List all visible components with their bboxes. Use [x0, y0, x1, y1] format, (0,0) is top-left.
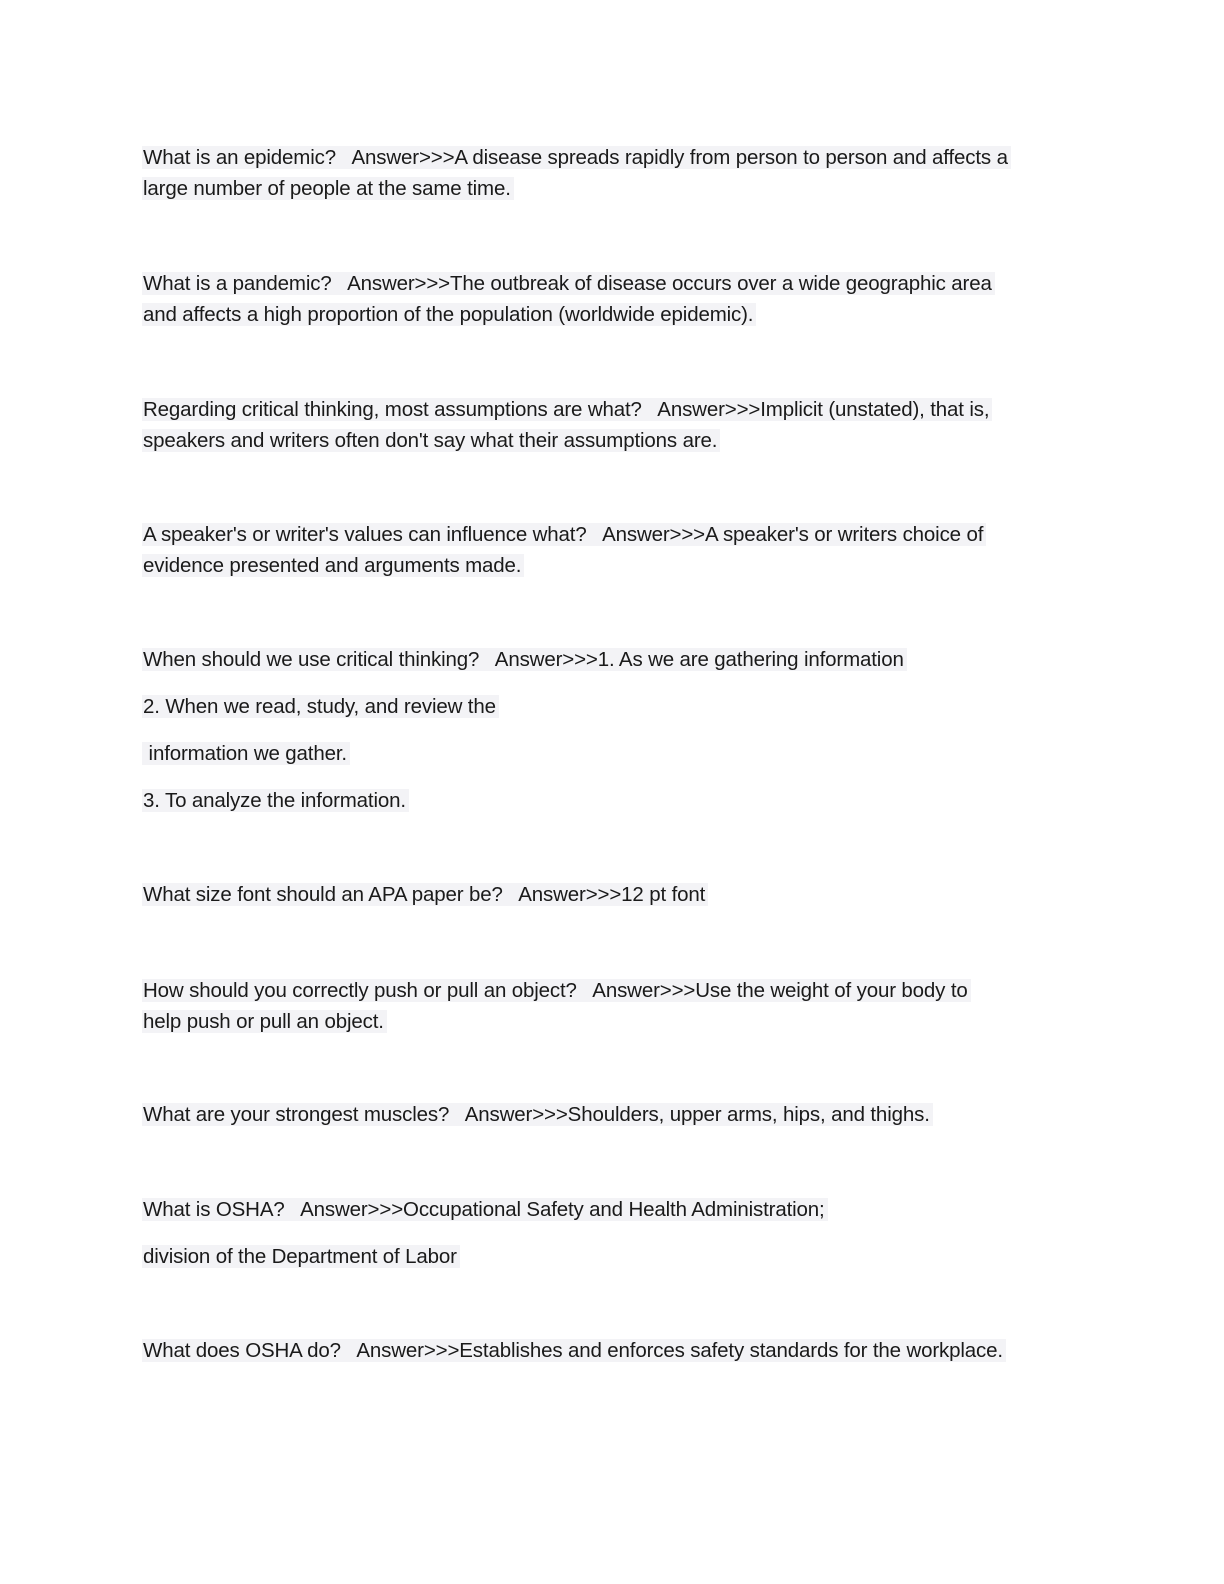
highlighted-text: 3. To analyze the information.	[142, 789, 409, 812]
highlighted-text: What size font should an APA paper be? Answer>>>12 pt font	[142, 883, 708, 906]
text-line	[142, 173, 514, 204]
text-line	[142, 519, 986, 550]
highlighted-text: evidence presented and arguments made.	[142, 554, 524, 577]
highlighted-text: What does OSHA do? Answer>>>Establishes and enforces safety standards for the workplace.	[142, 1339, 1006, 1362]
highlighted-text: speakers and writers often don't say what their assumptions are.	[142, 429, 720, 452]
text-line	[142, 1194, 828, 1225]
highlighted-text: What is OSHA? Answer>>>Occupational Safety and Health Administration;	[142, 1198, 828, 1221]
text-line	[142, 142, 1011, 173]
highlighted-text: What are your strongest muscles? Answer>>>Shoulders, upper arms, hips, and thighs.	[142, 1103, 933, 1126]
text-line	[142, 975, 971, 1006]
highlighted-text: 2. When we read, study, and review the	[142, 695, 499, 718]
highlighted-text: help push or pull an object.	[142, 1010, 387, 1033]
highlighted-text: and affects a high proportion of the population (worldwide epidemic).	[142, 303, 756, 326]
text-line	[142, 1099, 933, 1130]
text-line	[142, 879, 708, 910]
text-line	[142, 268, 995, 299]
text-line	[142, 550, 524, 581]
highlighted-text: A speaker's or writer's values can influence what? Answer>>>A speaker's or writers choice of	[142, 523, 986, 546]
highlighted-text: How should you correctly push or pull an object? Answer>>>Use the weight of your body to	[142, 979, 971, 1002]
highlighted-text: When should we use critical thinking? Answer>>>1. As we are gathering information	[142, 648, 907, 671]
text-line	[142, 1335, 1006, 1366]
highlighted-text: division of the Department of Labor	[142, 1245, 460, 1268]
text-line	[142, 738, 350, 769]
text-line	[142, 299, 756, 330]
highlighted-text: large number of people at the same time.	[142, 177, 514, 200]
text-line	[142, 1241, 460, 1272]
text-line	[142, 644, 907, 675]
text-line	[142, 425, 720, 456]
text-line	[142, 394, 992, 425]
highlighted-text: Regarding critical thinking, most assumptions are what? Answer>>>Implicit (unstated), that is,	[142, 398, 992, 421]
highlighted-text: What is a pandemic? Answer>>>The outbreak of disease occurs over a wide geographic area	[142, 272, 995, 295]
text-line	[142, 691, 499, 722]
text-line	[142, 785, 409, 816]
highlighted-text: What is an epidemic? Answer>>>A disease spreads rapidly from person to person and affects a	[142, 146, 1011, 169]
highlighted-text: information we gather.	[142, 742, 350, 765]
text-line	[142, 1006, 387, 1037]
